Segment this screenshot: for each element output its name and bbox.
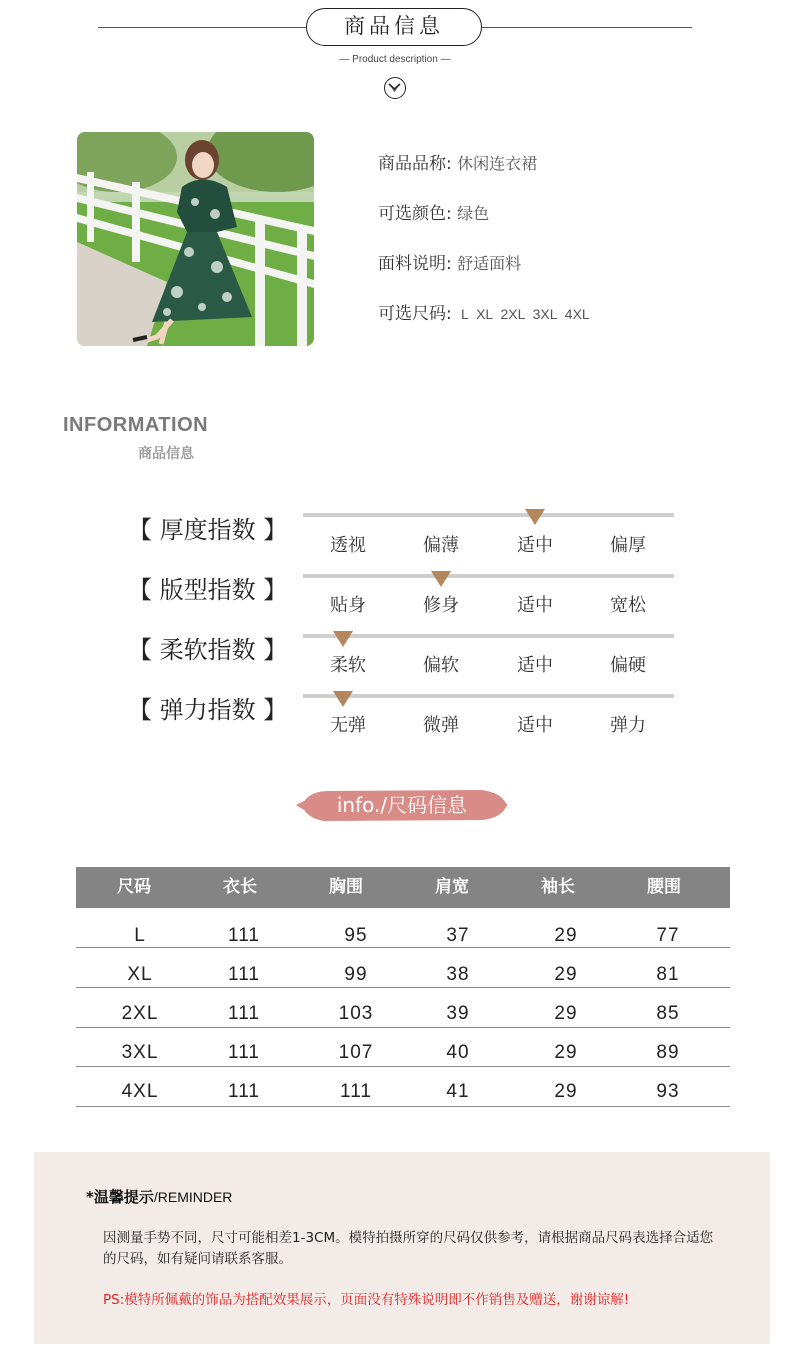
- table-cell: 29: [554, 1003, 578, 1024]
- table-cell: 29: [554, 964, 578, 985]
- reminder-title-cn: *温馨提示: [86, 1188, 154, 1206]
- spec-key: 面料说明:: [378, 254, 452, 274]
- index-marker: [525, 509, 545, 525]
- reminder-body: 因测量手势不同，尺寸可能相差1-3CM。模特拍摄所穿的尺码仅供参考，请根据商品尺码表选择合适您的尺码，如有疑问请联系客服。: [103, 1230, 714, 1267]
- index-bar: [303, 574, 674, 578]
- size-info-tag: info./尺码信息: [336, 793, 468, 817]
- column-header: 衣长: [223, 877, 257, 897]
- index-option: 偏硬: [610, 655, 646, 676]
- table-cell: 29: [554, 925, 578, 946]
- table-cell: 4XL: [121, 1081, 159, 1102]
- column-header: 尺码: [117, 877, 151, 897]
- column-header: 袖长: [541, 877, 575, 897]
- spec-value: L XL 2XL 3XL 4XL: [457, 306, 590, 322]
- column-header: 胸围: [329, 877, 363, 897]
- information-subtitle: 商品信息: [138, 446, 194, 462]
- index-option: 宽松: [610, 595, 646, 616]
- row-divider: [76, 987, 730, 988]
- spec-value: 舒适面料: [457, 254, 522, 273]
- index-option: 无弹: [330, 715, 366, 736]
- table-cell: 107: [338, 1042, 374, 1063]
- table-cell: 103: [338, 1003, 374, 1024]
- chevron-down-icon: [384, 77, 406, 99]
- spec-key: 商品品称:: [378, 154, 452, 174]
- table-cell: 85: [656, 1003, 680, 1024]
- table-cell: 81: [656, 964, 680, 985]
- index-label: 【 版型指数 】: [128, 576, 288, 604]
- table-cell: 2XL: [121, 1003, 159, 1024]
- header-subtitle: — Product description —: [339, 54, 451, 65]
- spec-key: 可选尺码:: [378, 304, 452, 324]
- spec-value: 休闲连衣裙: [457, 154, 538, 173]
- table-cell: 95: [344, 925, 368, 946]
- reminder-ps: PS:模特所佩戴的饰品为搭配效果展示，页面没有特殊说明即不作销售及赠送，谢谢谅解!: [103, 1292, 630, 1308]
- row-divider: [76, 1066, 730, 1067]
- index-label: 【 弹力指数 】: [128, 696, 288, 724]
- table-cell: 111: [228, 1042, 260, 1063]
- index-option: 偏厚: [610, 535, 646, 556]
- information-title: INFORMATION: [63, 414, 209, 436]
- size-table-header: [76, 867, 730, 908]
- table-cell: 99: [344, 964, 368, 985]
- index-option: 贴身: [330, 595, 366, 616]
- row-divider: [76, 1027, 730, 1028]
- spec-fabric: [378, 249, 521, 274]
- reminder-title: [86, 1186, 232, 1207]
- table-cell: 93: [656, 1081, 680, 1102]
- column-header: 肩宽: [435, 877, 469, 897]
- table-cell: 77: [656, 925, 680, 946]
- table-cell: 37: [446, 925, 470, 946]
- header-line-right: [482, 27, 692, 28]
- table-cell: 111: [228, 1003, 260, 1024]
- index-marker: [333, 691, 353, 707]
- index-option: 适中: [517, 595, 553, 616]
- product-photo: [77, 132, 314, 346]
- spec-value: 绿色: [457, 204, 490, 223]
- spec-key: 可选颜色:: [378, 204, 452, 224]
- table-cell: L: [134, 925, 146, 946]
- index-marker: [431, 571, 451, 587]
- index-option: 偏薄: [423, 535, 459, 556]
- reminder-box: [34, 1152, 770, 1344]
- table-cell: 39: [446, 1003, 470, 1024]
- table-cell: 111: [228, 925, 260, 946]
- index-bar: [303, 513, 674, 517]
- table-cell: 111: [228, 1081, 260, 1102]
- index-label: 【 厚度指数 】: [128, 516, 288, 544]
- table-cell: XL: [127, 964, 153, 985]
- index-label: 【 柔软指数 】: [128, 636, 288, 664]
- column-header: 腰围: [647, 877, 681, 897]
- index-option: 透视: [330, 535, 366, 556]
- table-cell: 111: [340, 1081, 372, 1102]
- table-cell: 40: [446, 1042, 470, 1063]
- table-cell: 41: [446, 1081, 470, 1102]
- index-option: 弹力: [610, 715, 646, 736]
- index-marker: [333, 631, 353, 647]
- spec-name: [378, 149, 537, 174]
- index-option: 适中: [517, 535, 553, 556]
- header-line-left: [98, 27, 306, 28]
- table-cell: 3XL: [121, 1042, 159, 1063]
- table-cell: 29: [554, 1042, 578, 1063]
- spec-sizes: [378, 299, 590, 324]
- index-option: 微弹: [423, 715, 459, 736]
- reminder-title-en: /REMINDER: [153, 1189, 233, 1205]
- index-option: 偏软: [423, 655, 459, 676]
- index-option: 适中: [517, 655, 553, 676]
- index-option: 适中: [517, 715, 553, 736]
- table-cell: 29: [554, 1081, 578, 1102]
- index-bar: [303, 634, 674, 638]
- header-title: 商品信息: [306, 8, 482, 46]
- index-option: 修身: [423, 595, 459, 616]
- table-cell: 111: [228, 964, 260, 985]
- table-cell: 89: [656, 1042, 680, 1063]
- row-divider: [76, 1106, 730, 1107]
- row-divider: [76, 947, 730, 948]
- index-option: 柔软: [330, 655, 366, 676]
- index-bar: [303, 694, 674, 698]
- table-cell: 38: [446, 964, 470, 985]
- spec-color: [378, 199, 489, 224]
